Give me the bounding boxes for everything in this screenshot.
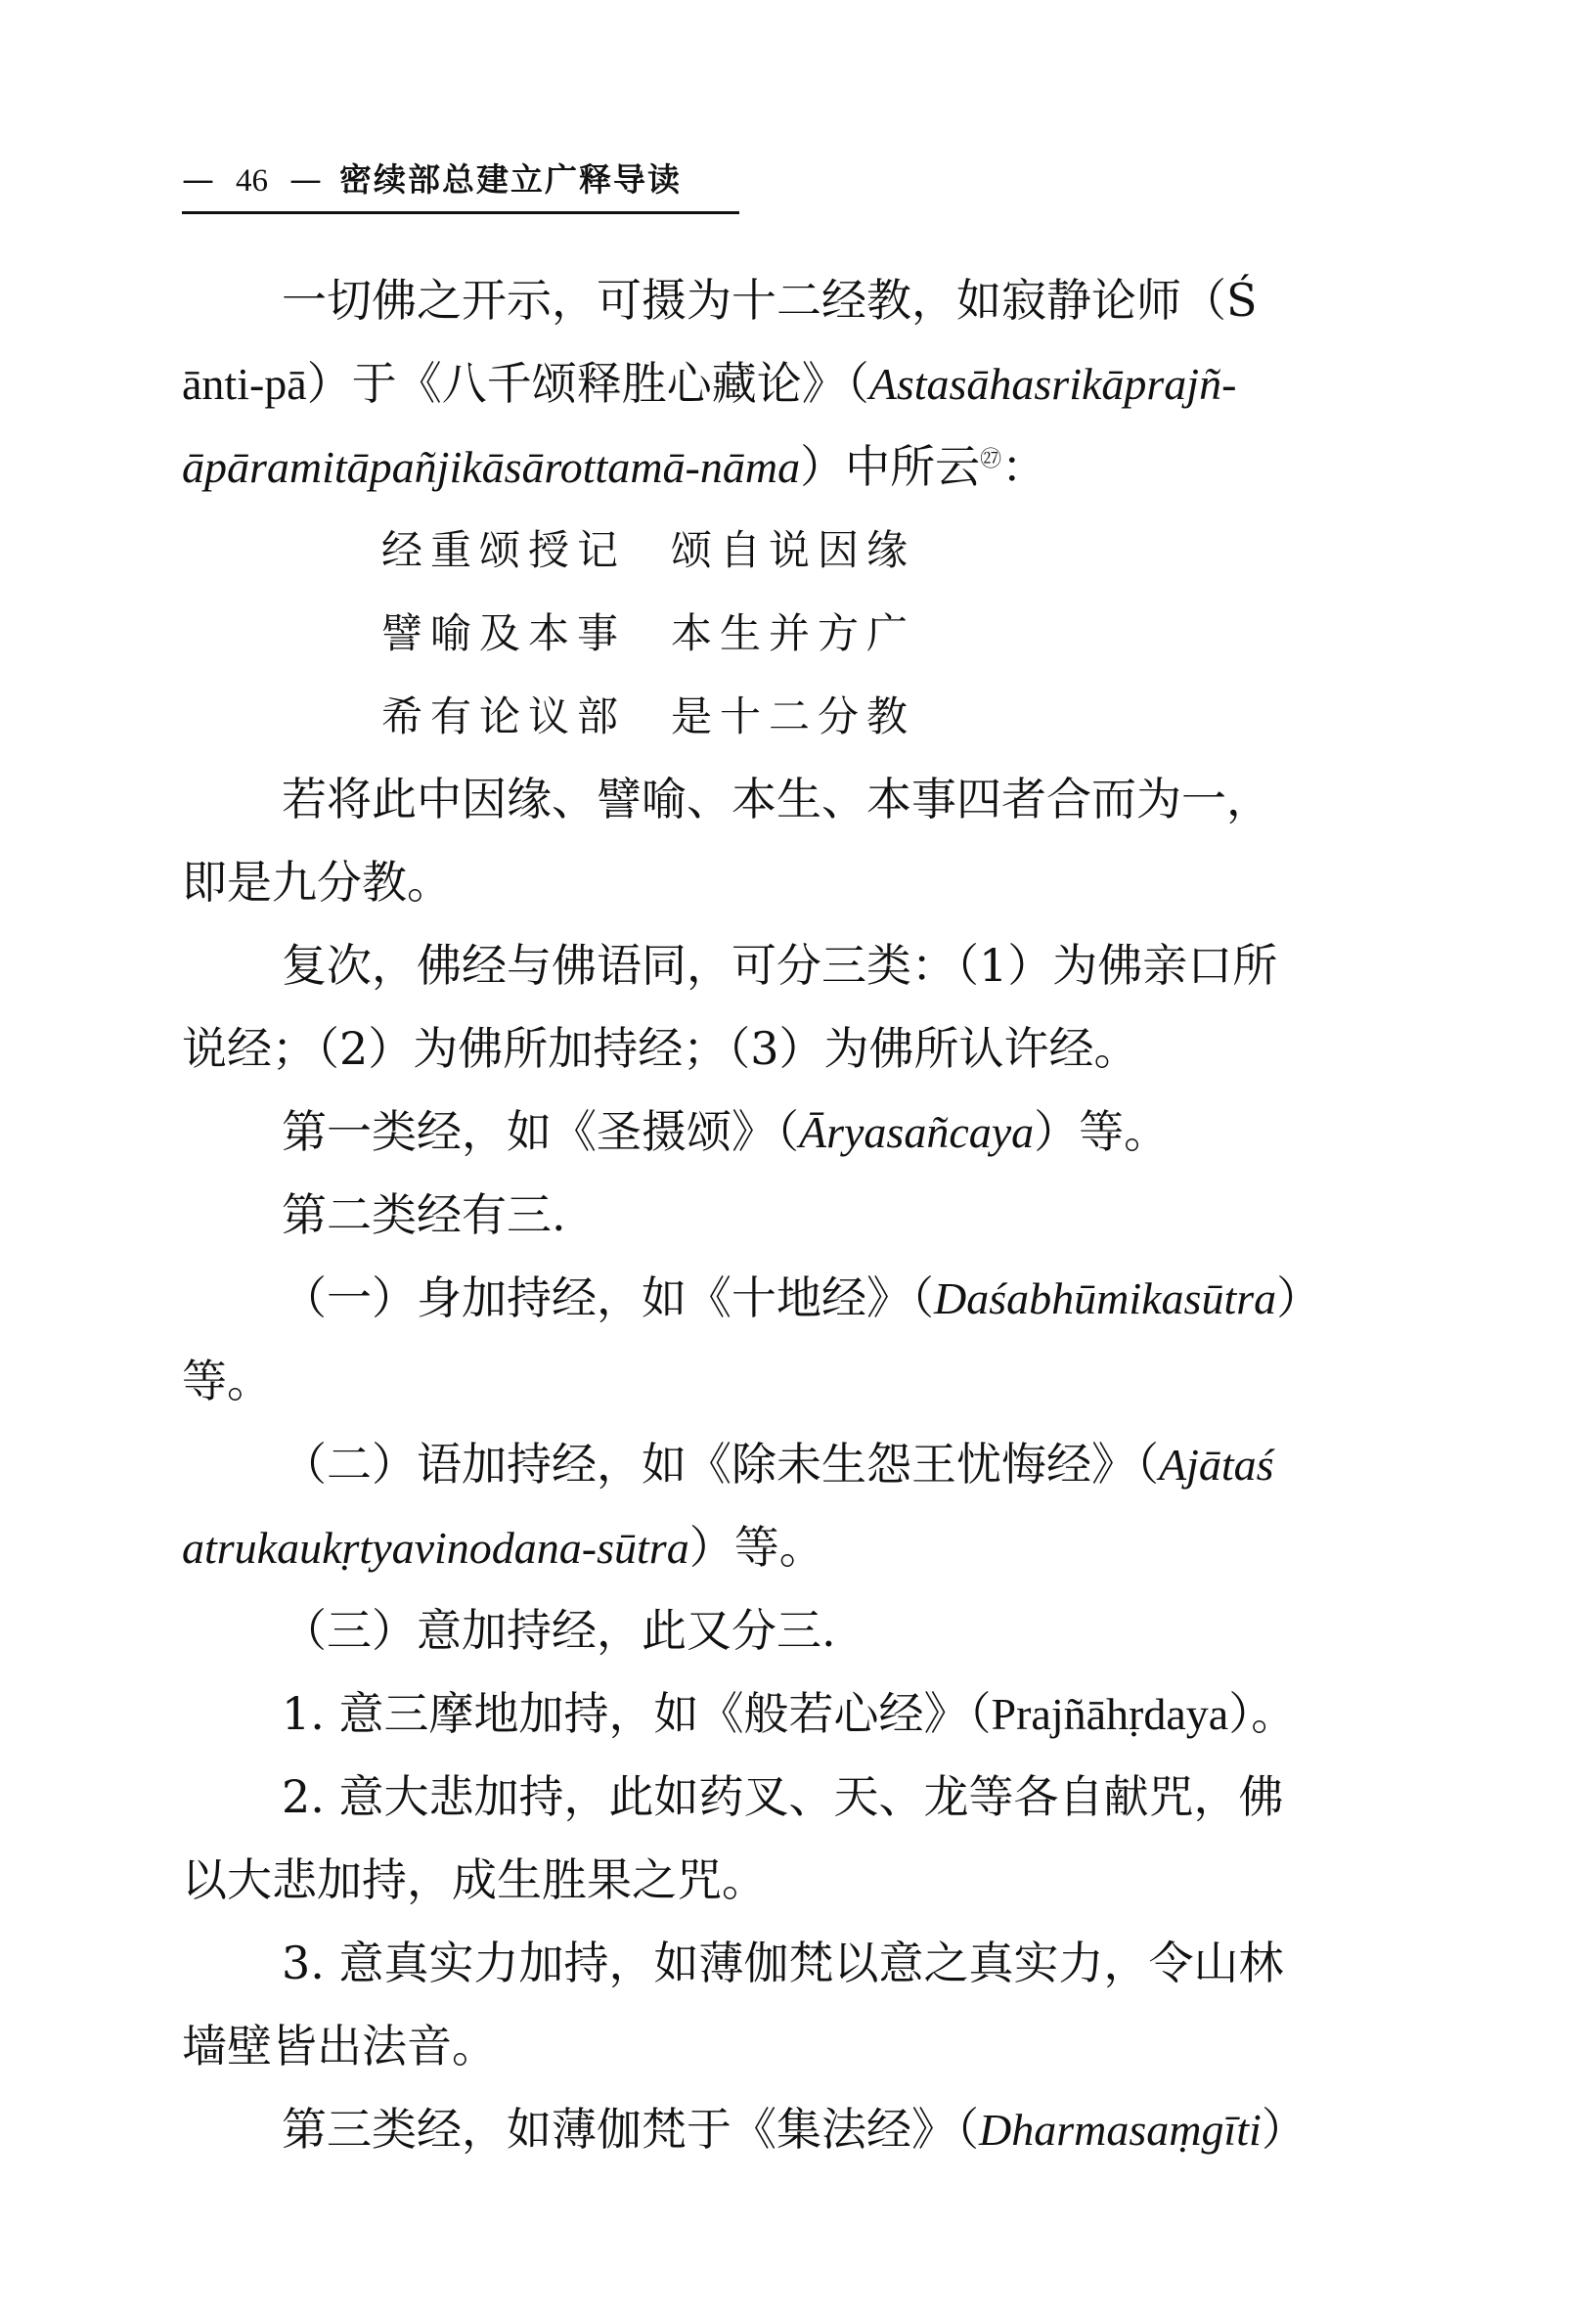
text-span: ）	[1261, 2103, 1307, 2156]
text-span: ）中所云	[800, 440, 981, 493]
text-line	[182, 841, 1395, 924]
text-span: 1. 意三摩地加持，如《般若心经》（	[282, 1687, 992, 1740]
sanskrit-title: Āryasañcaya	[799, 1107, 1035, 1157]
verse-part: 经重颂授记	[381, 526, 627, 574]
text-line	[182, 758, 1395, 841]
text-span: 一切佛之开示，可摄为十二经教，如寂静论师（Ś	[282, 274, 1258, 327]
text-span: （一）身加持经，如《十地经》（	[282, 1271, 934, 1324]
text-line	[182, 2088, 1395, 2171]
text-line	[182, 1174, 1395, 1257]
verse-part: 颂自说因缘	[671, 526, 916, 574]
page-body	[182, 259, 1395, 2171]
sanskrit-title: Daśabhūmikasūtra	[934, 1273, 1277, 1323]
text-line	[182, 1007, 1395, 1091]
text-span: 以大悲加持，成生胜果之咒。	[182, 1853, 767, 1906]
text-span: 2. 意大悲加持，此如药叉、天、龙等各自献咒，佛	[282, 1770, 1284, 1823]
text-line	[182, 1589, 1395, 1672]
text-span: 第一类经，如《圣摄颂》（	[282, 1105, 799, 1158]
header-dash-right: —	[289, 160, 322, 199]
text-line	[182, 1340, 1395, 1423]
text-span: ）	[1276, 1271, 1322, 1324]
text-span: ānti-pā）于《八千颂释胜心藏论》（	[182, 359, 869, 409]
text-span: （二）语加持经，如《除未生怨王忧悔经》（	[282, 1438, 1159, 1491]
text-span: （三）意加持经，此又分三.	[282, 1604, 836, 1657]
text-line	[182, 1091, 1395, 1174]
text-span: 3. 意真实力加持，如薄伽梵以意之真实力，令山林	[282, 1937, 1284, 1989]
verse-line	[182, 592, 1395, 675]
text-span: 第二类经有三.	[282, 1188, 566, 1241]
text-line	[182, 1756, 1395, 1839]
sanskrit-title: Dharmasaṃgīti	[979, 2105, 1262, 2155]
running-header	[182, 156, 739, 214]
text-span: 复次，佛经与佛语同，可分三类：（1）为佛亲口所	[282, 939, 1278, 992]
text-line	[182, 924, 1395, 1007]
text-span: ）等。	[1034, 1105, 1170, 1158]
text-span: 说经；（2）为佛所加持经；（3）为佛所认许经。	[182, 1022, 1139, 1075]
verse-part: 譬喻及本事	[381, 609, 627, 657]
verse-part: 本生并方广	[671, 609, 916, 657]
text-line	[182, 2005, 1395, 2088]
text-span: ）。	[1228, 1687, 1297, 1740]
sanskrit-title: Prajñāhṛdaya	[991, 1689, 1229, 1739]
verse-part: 希有论议部	[381, 692, 627, 740]
text-span: 墙壁皆出法音。	[182, 2020, 497, 2072]
text-line	[182, 1257, 1395, 1340]
text-span: 若将此中因缘、譬喻、本生、本事四者合而为一，	[282, 773, 1271, 825]
text-line	[182, 1922, 1395, 2005]
text-line	[182, 1672, 1395, 1756]
verse-part: 是十二分教	[671, 692, 916, 740]
text-line	[182, 1423, 1395, 1506]
text-line	[182, 342, 1395, 425]
sanskrit-title: Astasāhasrikāprajñ-	[868, 359, 1237, 409]
header-dash-left: —	[182, 160, 214, 199]
text-line	[182, 1839, 1395, 1922]
footnote-marker: ㉗	[980, 447, 1002, 472]
text-span: ）等。	[688, 1521, 824, 1574]
text-line	[182, 259, 1395, 342]
verse-line	[182, 675, 1395, 758]
page-number: 46	[236, 163, 268, 199]
sanskrit-title: Ajātaś	[1159, 1440, 1274, 1490]
sanskrit-title: āpāramitāpañjikāsārottamā-nāma	[182, 442, 801, 492]
book-title: 密续部总建立广释导读	[339, 160, 682, 199]
sanskrit-title: atrukaukṛtyavinodana-sūtra	[182, 1523, 689, 1573]
text-line	[182, 425, 1395, 509]
text-span: 第三类经，如薄伽梵于《集法经》（	[282, 2103, 979, 2156]
text-span: ：	[1001, 440, 1047, 493]
text-span: 等。	[182, 1355, 272, 1407]
verse-line	[182, 509, 1395, 592]
text-line	[182, 1506, 1395, 1589]
text-span: 即是九分教。	[182, 856, 452, 909]
